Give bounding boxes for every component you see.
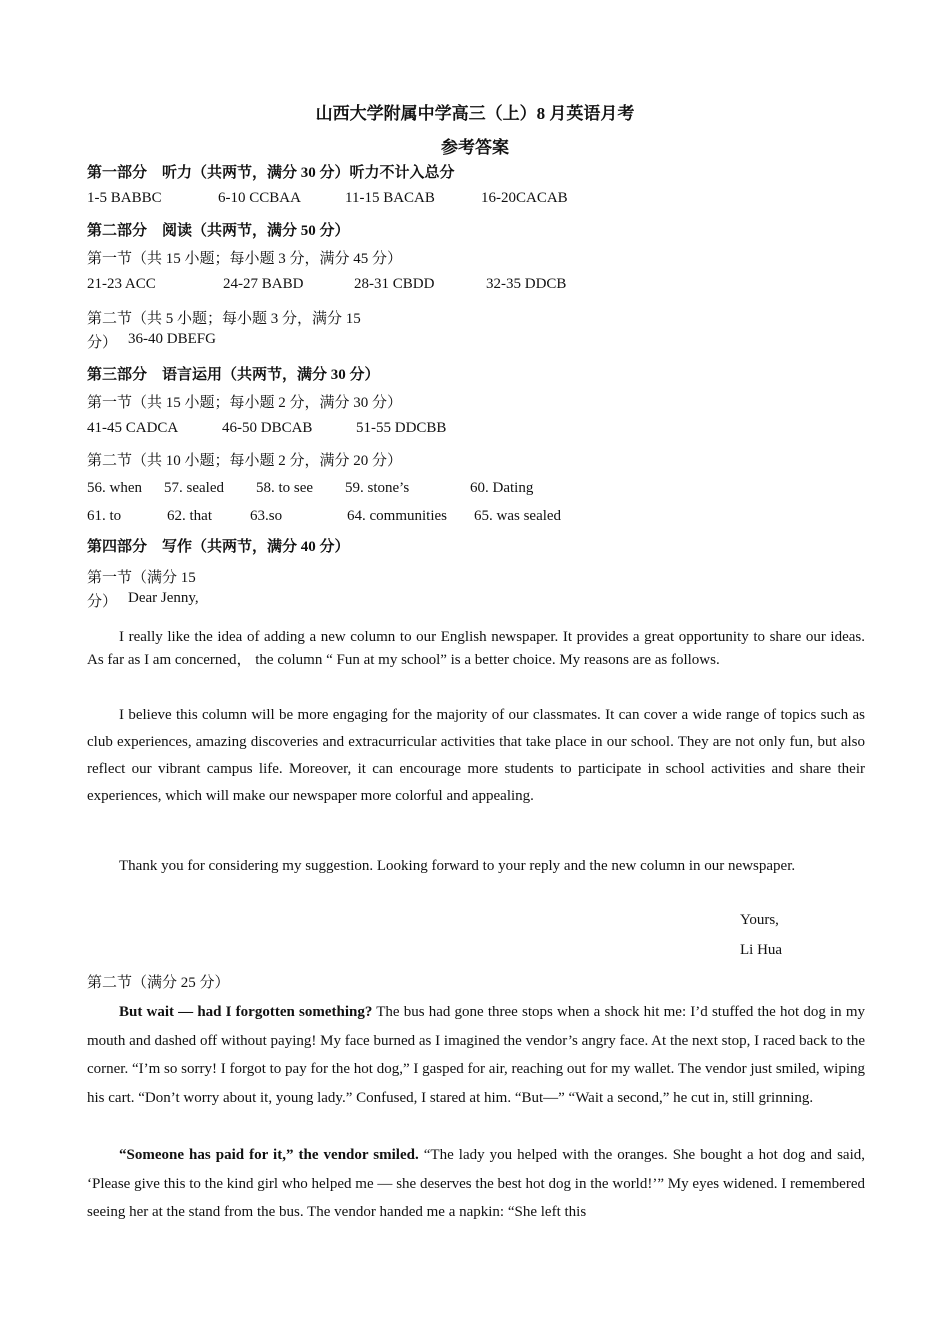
part1-heading: 第一部分 听力（共两节，满分 30 分）听力不计入总分 xyxy=(87,165,455,181)
story-paragraph-text: The bus had gone three stops when a shock hit me: I’d stuffed the hot dog in my mouth and dashed off without paying! My face burned as I imagined the vendor’s angry face. At the next stop, I raced back to the corner. “I’m so sorry! I forgot to pay for the hot dog,” I gasped for air, reaching out for my wallet. The vendor just smiled, wiping his cart. “Don’t worry about it, young lady.” Confused, I stared at him. “But—” “Wait a second,” he cut in, still grinning. xyxy=(87,1004,865,1106)
letter-paragraph: Thank you for considering my suggestion. Looking forward to your reply and the new column in our newspaper. xyxy=(119,858,796,874)
part4-section1-heading: 第一节（满分 15 xyxy=(87,570,196,586)
part1-answer: 6-10 CCBAA xyxy=(218,190,301,206)
part4-section2-heading: 第二节（满分 25 分） xyxy=(87,975,230,991)
part3-answer: 64. communities xyxy=(347,508,447,524)
part3-heading: 第三部分 语言运用（共两节，满分 30 分） xyxy=(87,367,380,383)
story-paragraph-lead: “Someone has paid for it,” the vendor smiled. xyxy=(119,1147,419,1163)
part1-answer: 16-20CACAB xyxy=(481,190,568,206)
story-paragraph xyxy=(87,1141,865,1227)
part3-answer: 63.so xyxy=(250,508,283,524)
part2-answer: 21-23 ACC xyxy=(87,276,156,292)
part3-section1-heading: 第一节（共 15 小题；每小题 2 分，满分 30 分） xyxy=(87,395,403,411)
part2-answer: 24-27 BABD xyxy=(223,276,304,292)
page-subtitle: 参考答案 xyxy=(441,138,509,157)
part3-answer: 57. sealed xyxy=(164,480,224,496)
part2-answer: 28-31 CBDD xyxy=(354,276,435,292)
letter-paragraph: I believe this column will be more engaging for the majority of our classmates. It can cover a wide range of topics such as club experiences, amazing discoveries and extracurricular activities that take place in our school. They are not only fun, but also reflect our vibrant campus life. Moreover, it can encourage more students to participate in school activities and share their experiences, which will make our newspaper more colorful and appealing. xyxy=(87,707,865,804)
part3-answer: 59. stone’s xyxy=(345,480,410,496)
page-title: 山西大学附属中学高三（上）8 月英语月考 xyxy=(315,104,635,123)
part1-answer: 1-5 BABBC xyxy=(87,190,162,206)
part3-answer: 62. that xyxy=(167,508,212,524)
story-paragraph-lead: But wait — had I forgotten something? xyxy=(119,1004,373,1020)
part3-answer: 65. was sealed xyxy=(474,508,562,524)
part3-answer: 61. to xyxy=(87,508,122,524)
part3-answer: 56. when xyxy=(87,480,142,496)
part2-section2-heading-cont: 分） xyxy=(87,335,118,351)
part3-answer: 41-45 CADCA xyxy=(87,420,179,436)
letter-signature: Li Hua xyxy=(740,942,783,958)
letter-paragraph: I really like the idea of adding a new column to our English newspaper. It provides a great opportunity to share our ideas. As far as I am concerned， the column “ Fun at my school” is a better choice. My reasons are as follows. xyxy=(87,629,865,668)
letter-closing: Yours, xyxy=(740,912,779,928)
part4-heading: 第四部分 写作（共两节，满分 40 分） xyxy=(87,539,350,555)
part3-answer: 51-55 DDCBB xyxy=(356,420,447,436)
part3-answer: 58. to see xyxy=(256,480,314,496)
part4-section1-heading-cont: 分） xyxy=(87,594,118,610)
part3-section2-heading: 第二节（共 10 小题；每小题 2 分，满分 20 分） xyxy=(87,453,403,469)
letter-greeting: Dear Jenny, xyxy=(128,590,199,606)
story-paragraph xyxy=(87,998,865,1112)
part1-answer: 11-15 BACAB xyxy=(345,190,435,206)
story-paragraph-text: “The lady you helped with the oranges. She bought a hot dog and said, ‘Please give this to the kind girl who helped me — she deserves the best hot dog in the world!’” My eyes widened. I remembered seeing her at the stand from the bus. The vendor handed me a napkin: “She left this xyxy=(87,1147,865,1220)
part2-answer: 32-35 DDCB xyxy=(486,276,567,292)
part2-section1-heading: 第一节（共 15 小题；每小题 3 分，满分 45 分） xyxy=(87,251,403,267)
part2-heading: 第二部分 阅读（共两节，满分 50 分） xyxy=(87,223,350,239)
part2-section2-heading: 第二节（共 5 小题；每小题 3 分，满分 15 xyxy=(87,311,361,327)
part2-answer: 36-40 DBEFG xyxy=(128,331,216,347)
part3-answer: 46-50 DBCAB xyxy=(222,420,313,436)
part3-answer: 60. Dating xyxy=(470,480,534,496)
